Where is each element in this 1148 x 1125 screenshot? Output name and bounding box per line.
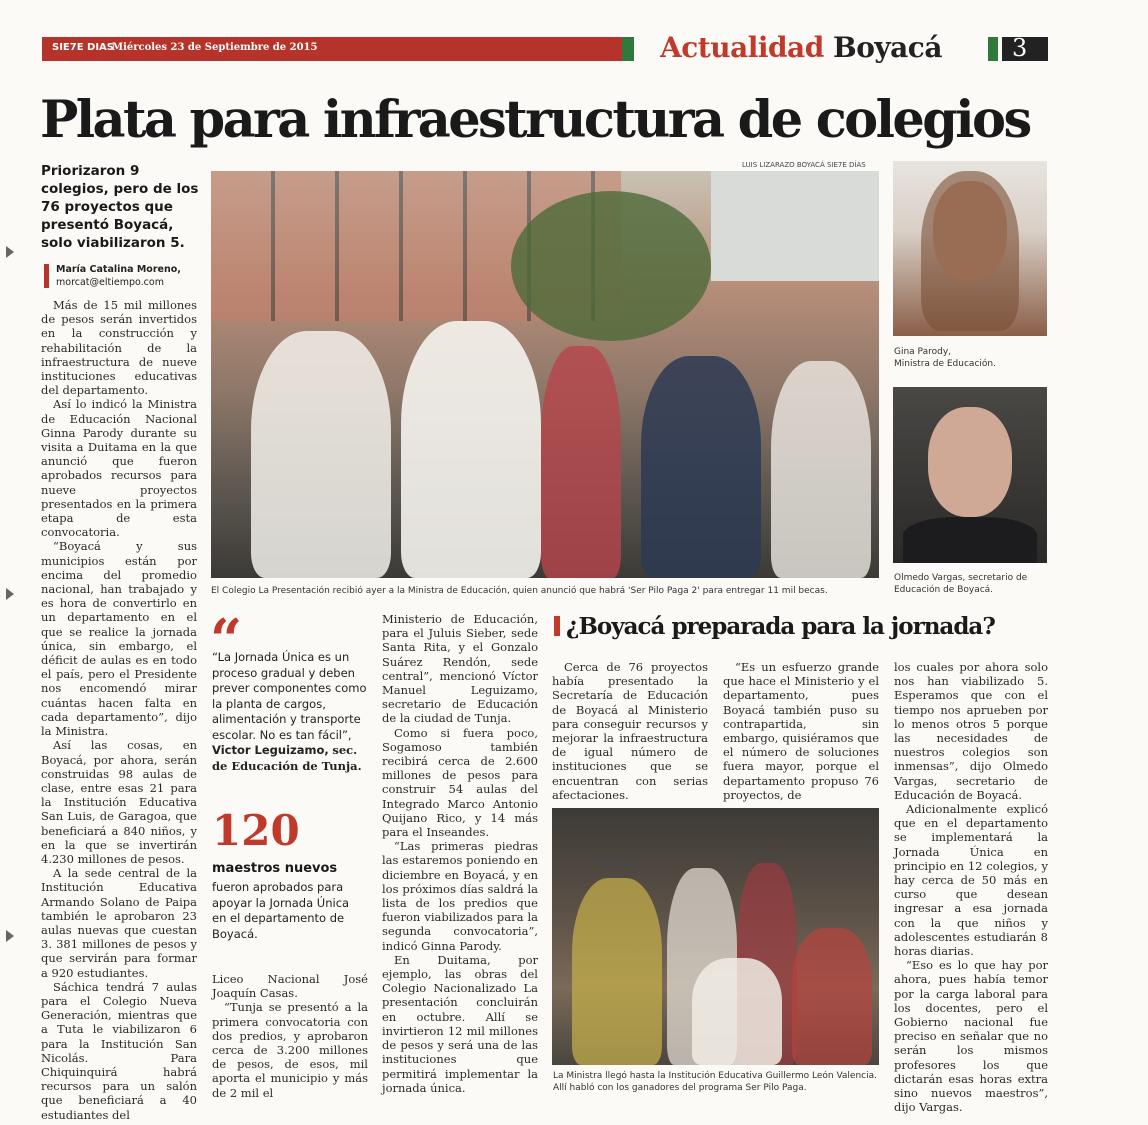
paragraph: “Las primeras piedras las estaremos poniendo en diciembre en Boyacá, y en los próximos días saldrá la lista de los predios que fueron viabilizados para la segunda convocatoria”, indicó Ginna Parody. — [382, 839, 538, 953]
paragraph: los cuales por ahora solo nos han viabilizado 5. Esperamos que con el tiempo nos aprueben por lo menos otros 5 porque las necesidades de nuestros colegios son inmensas”, dijo Olmedo Vargas, secretario de Educación de Boyacá. — [894, 660, 1048, 802]
olmedo-vargas-photo — [893, 387, 1047, 563]
byline-name: María Catalina Moreno, — [56, 264, 181, 275]
page-number: 3 — [1012, 34, 1028, 62]
article-column-1 — [41, 298, 197, 1122]
article-column-2 — [212, 972, 368, 1100]
person-silhouette — [692, 958, 782, 1065]
person-silhouette — [792, 928, 872, 1065]
section-title — [660, 31, 942, 65]
photo-credit: LUIS LIZARAZO BOYACÁ SIE7E DÍAS — [742, 161, 866, 169]
main-photo-caption: El Colegio La Presentación recibió ayer a la Ministra de Educación, quien anunció que habrá 'Ser Pilo Paga 2' para entregar 11 mil becas. — [211, 586, 828, 596]
article-column-5 — [723, 660, 879, 800]
article-column-6 — [894, 660, 1048, 1115]
person-silhouette — [401, 321, 541, 578]
article-column-4 — [552, 660, 708, 800]
paragraph: “Eso es lo que hay por ahora, pues había temor por la carga laboral para los docentes, pero el Gobierno nacional fue preciso en señalar que no serán los mismos profesores los que dictarán esas horas extra sino nuevos maestros”, dijo Vargas. — [894, 958, 1048, 1115]
portrait-suit — [903, 517, 1037, 563]
paragraph: Ministerio de Educación, para el Juluis Sieber, sede Santa Rita, y el Gonzalo Suárez Rendón, sede central”, mencionó Víctor Manuel Leguizamo, secretario de Educación de la ciudad de Tunja. — [382, 612, 538, 726]
article-column-3 — [382, 612, 538, 1097]
sky — [711, 171, 879, 281]
paragraph: Así las cosas, en Boyacá, por ahora, serán construidas 98 aulas de clase, entre esas 21 para la Institución Educativa San Luis, de Garagoa, que beneficiará a 840 niños, y en la que se invertirán 4.230 millones de pesos. — [41, 738, 197, 866]
byline-email: morcat@eltiempo.com — [56, 277, 164, 288]
paragraph: Cerca de 76 proyectos había presentado la Secretaría de Educación de Boyacá al Ministerio para conseguir recursos y mejorar la infraestructura de igual número de instituciones que se encuentran con serias afectaciones. — [552, 660, 708, 802]
headline: Plata para infraestructura de colegios — [40, 90, 1030, 150]
margin-arrow — [6, 930, 14, 942]
byline-accent — [44, 264, 49, 288]
main-photo — [211, 171, 879, 578]
paragraph: Adicionalmente explicó que en el departamento se implementará la Jornada Única en principio en 12 colegios, y hay cerca de 50 más en curso que desean ingresar a esa jornada con la que niños y adolescentes estudiarán 8 horas diarias. — [894, 802, 1048, 959]
paragraph: Sáchica tendrá 7 aulas para el Colegio Nueva Generación, mientras que a Tuta le viabilizaron 6 para la Institución San Nicolás. Para Chiquinquirá habrá recursos para un salón que beneficiará a 40 estudiantes del — [41, 979, 197, 1122]
person-silhouette — [641, 356, 761, 578]
paragraph: A la sede central de la Institución Educativa Armando Solano de Paipa también le aprobaron 23 aulas nuevas que cuestan 3. 381 millones de pesos y que servirán para formar a 920 estudiantes. — [41, 866, 197, 980]
stat-text: fueron aprobados para apoyar la Jornada Única en el departamento de Boyacá. — [212, 880, 350, 941]
subhead: ¿Boyacá preparada para la jornada? — [566, 613, 995, 640]
deck: Priorizaron 9 colegios, pero de los 76 proyectos que presentó Boyacá, solo viabilizaron 5. — [41, 163, 199, 251]
paragraph: En Duitama, por ejemplo, las obras del Colegio Nacionalizado La presentación concluirán en octubre. Allí se invirtieron 12 mil millones de pesos y será una de las instituciones que permitirá implementar la jornada única. — [382, 952, 538, 1095]
students-photo — [552, 808, 879, 1065]
person-silhouette — [541, 346, 621, 578]
paragraph: Liceo Nacional José Joaquín Casas. — [212, 972, 368, 1001]
paragraph: “Es un esfuerzo grande que hace el Ministerio y el departamento, pues Boyacá también puso su contrapartida, sin embargo, quisiéramos que el número de soluciones fuera mayor, porque el departamento propuso 76 proyectos, de — [723, 660, 879, 802]
caption-line: La Ministra llegó hasta la Institución Educativa Guillermo León Valencia. — [553, 1071, 877, 1081]
subhead-accent — [554, 616, 560, 636]
stat-label: maestros nuevos — [212, 861, 338, 876]
paragraph: Así lo indicó la Ministra de Educación Nacional Ginna Parody durante su visita a Duitama en la que anunció que fueron aprobados recursos para nueve proyectos presentados en la primera etapa de esta convocatoria. — [41, 397, 197, 540]
quote-author-role: sec. de Educación de Tunja. — [212, 743, 362, 773]
page-number-accent — [988, 37, 998, 61]
stat-number: 120 — [212, 806, 300, 855]
margin-arrow — [6, 246, 14, 258]
issue-date: Miércoles 23 de Septiembre de 2015 — [112, 42, 318, 53]
trees — [511, 191, 711, 341]
header-green-accent — [622, 37, 634, 61]
gina-parody-caption — [894, 346, 996, 370]
paragraph: Más de 15 mil millones de pesos serán invertidos en la construcción y rehabilitación de la infraestructura de nueve instituciones educativas del departamento. — [41, 298, 197, 398]
olmedo-vargas-caption — [894, 572, 1027, 596]
caption-line: Ministra de Educación. — [894, 359, 996, 369]
students-photo-caption — [553, 1070, 877, 1094]
caption-line: Allí habló con los ganadores del programa Ser Pilo Paga. — [553, 1083, 807, 1093]
section-badge: SIE7E DIAS — [52, 42, 114, 53]
quote-mark: “ — [210, 607, 243, 673]
portrait-head — [928, 407, 1012, 517]
margin-arrow — [6, 588, 14, 600]
section-title-actualidad: Actualidad — [660, 31, 824, 64]
caption-line: Gina Parody, — [894, 347, 952, 357]
person-silhouette — [771, 361, 871, 578]
quote-text: “La Jornada Única es un proceso gradual y deben prever componentes como la planta de cargos, alimentación y transporte escolar. No es tan fácil”, — [212, 650, 367, 742]
caption-line: Educación de Boyacá. — [894, 585, 994, 595]
section-title-boyaca: Boyacá — [833, 31, 942, 64]
person-silhouette — [251, 331, 391, 578]
paragraph: “Tunja se presentó a la primera convocatoria con dos predios, y aprobaron cerca de 3.200 millones de pesos, de esos, mil aporta el municipio y más de 2 mil el — [212, 1000, 368, 1100]
quote-author: Victor Leguizamo, — [212, 743, 329, 757]
portrait-hair — [921, 171, 1019, 331]
person-silhouette — [572, 878, 662, 1065]
gina-parody-photo — [893, 161, 1047, 336]
caption-line: Olmedo Vargas, secretario de — [894, 573, 1028, 583]
paragraph: Como si fuera poco, Sogamoso también recibirá cerca de 2.600 millones de pesos para construir 54 aulas del Integrado Marco Antonio Quijano Rico, y 14 más para el Inseandes. — [382, 725, 538, 840]
paragraph: “Boyacá y sus municipios están por encima del promedio nacional, han trabajado y es hora de convertirlo en un departamento en el que se realice la jornada única, sin embargo, el déficit de aulas es en todo el país, pero el Presidente nos encomendó mirar cuántas hacen falta en cada departamento”, dijo la Ministra. — [41, 539, 197, 739]
byline — [56, 263, 181, 289]
pull-quote — [212, 650, 372, 774]
